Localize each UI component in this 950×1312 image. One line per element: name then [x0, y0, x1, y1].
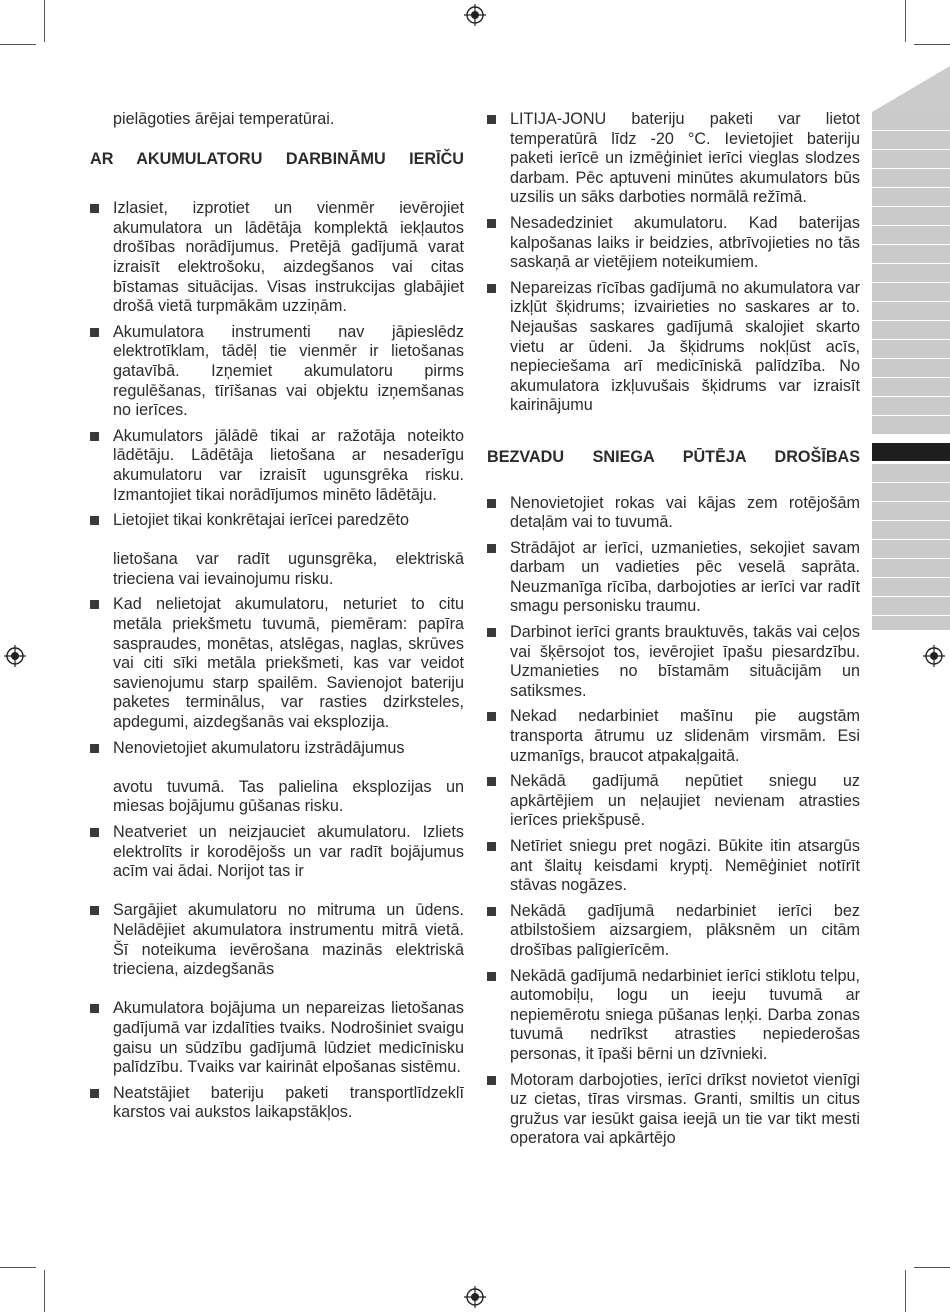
list-item: Nekādā gadījumā nedarbiniet ierīci bez atbilstošiem aizsargiem, plāksnēm un citām drošības palīgierīcēm. [487, 902, 860, 961]
list-item-continuation: lietošana var radīt ugunsgrēka, elektriskā trieciena vai ievainojumu risku. [113, 550, 464, 588]
section-heading-snowblower-safety: BEZVADU SNIEGA PŪTĒJA DROŠĪBAS [487, 447, 860, 466]
bullet-icon [90, 744, 99, 753]
language-tab [872, 169, 950, 187]
crop-mark [44, 0, 45, 42]
language-tab [872, 502, 950, 520]
crop-mark [905, 1270, 906, 1312]
list-item: Neatstājiet bateriju paketi transportlīdzeklī karstos vai aukstos laikapstākļos. [90, 1084, 464, 1123]
intro-paragraph: pielāgoties ārējai temperatūrai. [113, 110, 335, 128]
list-item: Nepareizas rīcības gadījumā no akumulatora var izkļūt šķidrums; izvairieties no saskares ar to. Nejaušas saskares gadījumā skalojiet skarto vietu ar ūdeni. Ja šķidrums nokļūst acīs, nepieciešama arī medicīniskā palīdzība. No akumulatora izkļuvušais šķidrums var izraisīt kairinājumu [487, 279, 860, 416]
language-tab [872, 321, 950, 339]
right-column [487, 110, 860, 1155]
language-tab [872, 264, 950, 282]
registration-mark-icon [464, 1286, 486, 1308]
bullet-icon [90, 906, 99, 915]
crop-mark [44, 1270, 45, 1312]
language-tab [872, 559, 950, 577]
list-item: Izlasiet, izprotiet un vienmēr ievērojiet akumulatora un lādētāja komplektā iekļautos drošības norādījumus. Pretējā gadījumā varat izraisīt elektrošoku, aizdegšanos vai citas bīstamas situācijas. Visas instrukcijas glabājiet drošā vietā turpmākām uzziņām. [90, 199, 464, 317]
language-tab [872, 150, 950, 168]
list-item: Nenovietojiet rokas vai kājas zem rotējošām detaļām vai to tuvumā. [487, 494, 860, 533]
language-tab [872, 483, 950, 501]
list-item: Nenovietojiet akumulatoru izstrādājumus [90, 739, 464, 759]
registration-mark-icon [923, 645, 945, 667]
list-item: Nesadedziniet akumulatoru. Kad baterijas kalpošanas laiks ir beidzies, atbrīvojieties no tās saskaņā ar vietējiem noteikumiem. [487, 214, 860, 273]
language-tab [872, 359, 950, 377]
language-tab [872, 226, 950, 244]
bullet-icon [90, 204, 99, 213]
language-tab-strip [872, 66, 950, 630]
bullet-icon [90, 1004, 99, 1013]
list-item: Akumulatora bojājuma un nepareizas lietošanas gadījumā var izdalīties tvaiks. Nodrošiniet svaigu gaisu un sūdzību gadījumā lūdziet medicīnisku palīdzību. Tvaiks var kairināt elpošanas sistēmu. [90, 999, 464, 1077]
language-tab [872, 378, 950, 396]
list-item: Darbinot ierīci grants brauktuvēs, takās vai ceļos vai šķērsojot tos, ievērojiet īpašu piesardzību. Uzmanieties no bīstamām situācijām un satiksmes. [487, 623, 860, 701]
language-tab [872, 131, 950, 149]
list-item: Nekādā gadījumā nedarbiniet ierīci stiklotu telpu, automobiļu, logu un ieeju tuvumā ar nepiemērotu sniega pūšanas leņķi. Darba zonas tuvumā nedrīkst atrasties nepiederošas personas, it īpaši bērni un dzīvnieki. [487, 967, 860, 1065]
language-tab-active [872, 443, 950, 461]
list-item: Netīriet sniegu pret nogāzi. Būkite itin atsargūs ant šlaitų keisdami kryptį. Nemēģiniet notīrīt stāvas nogāzes. [487, 837, 860, 896]
bullet-icon [90, 432, 99, 441]
crop-mark [914, 1267, 950, 1268]
registration-mark-icon [4, 645, 26, 667]
bullet-icon [487, 544, 496, 553]
list-item-continuation: avotu tuvumā. Tas palielina eksplozijas un miesas bojājumu gūšanas risku. [113, 777, 464, 816]
list-item: Nekādā gadījumā nepūtiet sniegu uz apkārtējiem un neļaujiet nevienam atrasties ierīces priekšpusē. [487, 772, 860, 831]
list-item: Nekad nedarbiniet mašīnu pie augstām transporta ātrumu uz slidenām virsmām. Esi uzmanīgs, braucot atpakaļgaitā. [487, 707, 860, 766]
bullet-icon [90, 828, 99, 837]
crop-mark [0, 44, 36, 45]
bullet-icon [487, 284, 496, 293]
language-tab [872, 540, 950, 558]
language-tab [872, 340, 950, 358]
bullet-icon [487, 499, 496, 508]
list-item: Akumulators jālādē tikai ar ražotāja noteikto lādētāju. Lādētāja lietošana ar nesaderīgu akumulatoru var izraisīt ugunsgrēka risku. Izmantojiet tikai norādījumos minēto lādētāju. [90, 427, 464, 505]
registration-mark-icon [464, 4, 486, 26]
crop-mark [0, 1267, 36, 1268]
list-item: Kad nelietojat akumulatoru, neturiet to citu metāla priekšmetu tuvumā, piemēram: papīra saspraudes, monētas, atslēgas, naglas, skrūves vai citi sīki metāla priekšmeti, kas var veidot savienojumu starp spailēm. Savienojot bateriju paketes terminālus, var rasties dzirksteles, apdegumi, aizdegšanās vai eksplozija. [90, 595, 464, 732]
language-tab [872, 578, 950, 596]
bullet-icon [487, 1076, 496, 1085]
list-item: LITIJA-JONU bateriju paketi var lietot temperatūrā līdz -20 °C. Ievietojiet bateriju paketi ierīcē un izmēģiniet ierīci vieglas slodzes darbam. Pēc aptuveni minūtes akumulators būs uzsilis un sāks darboties normālā režīmā. [487, 110, 860, 208]
bullet-icon [487, 907, 496, 916]
section-heading-battery-tools: AR AKUMULATORU DARBINĀMU IERĪČU [90, 149, 464, 168]
language-tab [872, 188, 950, 206]
left-column [90, 110, 464, 1129]
language-tab [872, 302, 950, 320]
language-tab [872, 112, 950, 130]
language-tab [872, 207, 950, 225]
bullet-icon [487, 777, 496, 786]
language-tab [872, 616, 950, 630]
bullet-icon [487, 219, 496, 228]
bullet-icon [90, 1089, 99, 1098]
list-item: Motoram darbojoties, ierīci drīkst novietot vienīgi uz cietas, tīras virsmas. Granti, smiltis un citus gružus var iesūkt gaisa ieejā un tie var tikt mesti operatora vai apkārtējo [487, 1071, 860, 1149]
bullet-icon [487, 115, 496, 124]
language-tab [872, 245, 950, 263]
bullet-icon [487, 712, 496, 721]
list-item: Sargājiet akumulatoru no mitruma un ūdens. Nelādējiet akumulatora instrumentu mitrā vietā. Šī noteikuma ievērošana mazinās elektriskā trieciena, aizdegšanās [90, 901, 464, 979]
bullet-icon [90, 328, 99, 337]
language-tab [872, 464, 950, 482]
list-item: Strādājot ar ierīci, uzmanieties, sekojiet savam darbam un vadieties pēc veselā saprāta. Neuzmanīga rīcība, darbojoties ar ierīci var radīt smagu personisku traumu. [487, 539, 860, 617]
bullet-icon [90, 516, 99, 525]
language-tab [872, 283, 950, 301]
crop-mark [905, 0, 906, 42]
bullet-icon [90, 600, 99, 609]
language-tab [872, 397, 950, 415]
bullet-icon [487, 842, 496, 851]
bullet-icon [487, 628, 496, 637]
language-tab [872, 416, 950, 434]
list-item: Akumulatora instrumenti nav jāpieslēdz elektrotīklam, tādēļ tie vienmēr ir lietošanas gatavībā. Izņemiet akumulatoru pirms regulēšanas, tīrīšanas vai objektu izņemšanas no ierīces. [90, 323, 464, 421]
language-tab [872, 521, 950, 539]
tab-strip-top-shape [872, 66, 950, 112]
list-item: Neatveriet un neizjauciet akumulatoru. Izliets elektrolīts ir korodējošs un var radīt bojājumus acīm vai ādai. Norijot tas ir [90, 823, 464, 882]
bullet-icon [487, 972, 496, 981]
language-tab [872, 597, 950, 615]
crop-mark [914, 44, 950, 45]
list-item: Lietojiet tikai konkrētajai ierīcei paredzēto [90, 511, 464, 531]
